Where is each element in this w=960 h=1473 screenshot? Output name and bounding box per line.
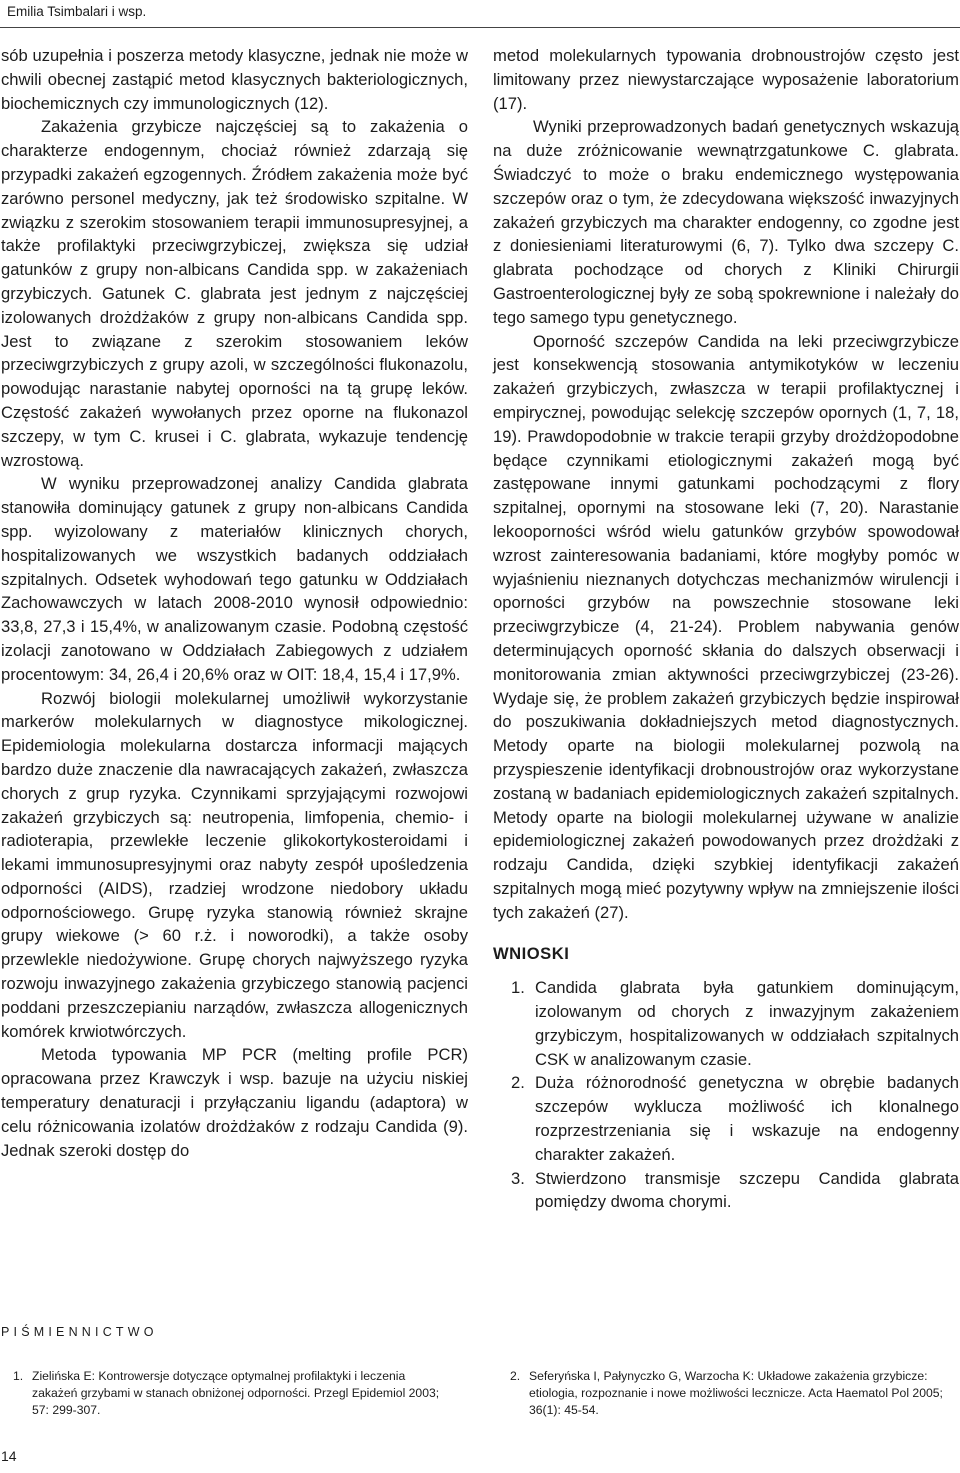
reference-number: 1. — [13, 1369, 24, 1383]
left-paragraph-3: W wyniku przeprowadzonej analizy Candida glabrata stanowiła dominujący gatunek z grupy non-albicans Candida spp. wyizolowany z materiałów klinicznych chorych, hospitalizowanych we wszystkich badanych oddziałach szpitalnych. Odsetek wyhodowań tego gatunku w Oddziałach Zachowawczych w latach 2008-2010 wynosił odpowiednio: 33,8, 27,3 i 15,4%, w analizowanym czasie. Podobną częstość izolacji zanotowano w Oddziałach Zabiegowych z udziałem procentowym: 34, 26,4 i 20,6% oraz w OIT: 18,4, 15,4 i 17,9%. — [1, 474, 468, 684]
conclusion-number: 3. — [511, 1168, 525, 1188]
left-paragraph-5: Metoda typowania MP PCR (melting profile PCR) opracowana przez Krawczyk i wsp. bazuje na użyciu niskiej temperatury denaturacji i przyłączaniu ligandu (adaptora) w celu różnicowania izolatów drożdżaków z rodzaju Candida (9). Jednak szeroki dostęp do — [1, 1045, 468, 1160]
conclusion-item — [493, 976, 959, 1071]
conclusion-item — [493, 1167, 959, 1215]
reference-text: Zielińska E: Kontrowersje dotyczące optymalnej profilaktyki i leczenia zakażeń grzybami w stanach obniżonej odporności. Przegl Epidemiol 2003; 57: 299-307. — [32, 1369, 440, 1417]
right-paragraph-1: metod molekularnych typowania drobnoustrojów często jest limitowany przez niewystarczające wyposażenie laboratorium (17). — [493, 46, 959, 113]
header-author: Emilia Tsimbalari i wsp. — [7, 4, 147, 19]
conclusion-text: Duża różnorodność genetyczna w obrębie badanych szczepów wyklucza możliwość ich klonalnego rozprzestrzeniania się i wskazuje na endogenny charakter zakażeń. — [535, 1073, 959, 1164]
right-paragraph-3: Oporność szczepów Candida na leki przeciwgrzybicze jest konsekwencją stosowania antymikotyków w leczeniu zakażeń grzybiczych, zwłaszcza w terapii profilaktycznej i empirycznej, powodując selekcję szczepów opornych (1, 7, 18, 19). Prawdopodobnie w trakcie terapii grzyby drożdżopodobne będące czynnikami etiologicznymi zakażeń mogą być zastępowane innymi gatunkami pochodzącymi z flory szpitalnej, opornymi na stosowane leki (7, 20). Narastanie lekooporności wśród wielu gatunków grzybów spowodował wzrost zainteresowania badaniami, które mogłyby pomóc w wyjaśnieniu nieznanych dotychczas mechanizmów wirulencji i oporności grzybów na powszechnie stosowane leki przeciwgrzybicze (4, 21-24). Problem nabywania genów determinujących oporność skłania do dalszych obserwacji i monitorowania zmian aktywności przeciwgrzybiczej (23-26). Wydaje się, że problem zakażeń grzybiczych będzie inspirował do poszukiwania dokładniejszych metod diagnostycznych. Metody oparte na biologii molekularnej pozwolą na przyspieszenie identyfikacji drobnoustrojów oraz wykorzystane zostaną w badaniach epidemiologicznych zakażeń szpitalnych. Metody oparte na biologii molekularnej używane w analizie epidemiologicznej zakażeń powodowanych przez drożdżaki z rodzaju Candida, dzięki szybkiej identyfikacji zakażeń szpitalnych mogą mieć pozytywny wpływ na zmniejszenie ilości tych zakażeń (27). — [493, 331, 959, 922]
left-paragraph-4: Rozwój biologii molekularnej umożliwił wykorzystanie markerów molekularnych w diagnostyce mikologicznej. Epidemiologia molekularna dostarcza informacji mających bardzo duże znaczenie dla nawracających zakażeń, zwłaszcza chorych z grup ryzyka. Czynnikami sprzyjającymi rozwojowi zakażeń grzybiczych są: neutropenia, limfopenia, chemio- i radioterapia, przewlekłe leczenie glikokortykosteroidami i lekami immunosupresyjnymi oraz nabyty zespół upośledzenia odporności (AIDS), rzadziej wrodzone niedobory układu odpornościowego. Grupę ryzyka stanowią również skrajne grupy wiekowe (> 60 r.ż. i noworodki), a także osoby przewlekle niedożywione. Grupę chorych najwyższego ryzyka rozwoju inwazyjnego zakażenia grzybiczego stanowią pacjenci poddani przeszczepianiu narządów, zwłaszcza allogenicznych komórek krwiotwórczych. — [1, 688, 468, 1041]
conclusions-heading: WNIOSKI — [493, 944, 570, 964]
reference-item — [13, 1368, 453, 1419]
conclusion-text: Stwierdzono transmisje szczepu Candida glabrata pomiędzy dwoma chorymi. — [535, 1168, 959, 1212]
page-number: 14 — [1, 1448, 17, 1464]
conclusion-number: 2. — [511, 1073, 525, 1093]
conclusions-list — [493, 976, 959, 1214]
right-column — [493, 44, 959, 1214]
left-column — [1, 44, 468, 1162]
references-heading: PIŚMIENNICTWO — [1, 1325, 158, 1339]
left-paragraph-1: sób uzupełnia i poszerza metody klasyczne, jednak nie może w chwili obecnej zastąpić metod klasycznych bakteriologicznych, biochemicznych czy immunologicznych (12). — [1, 46, 468, 113]
right-paragraph-2: Wyniki przeprowadzonych badań genetycznych wskazują na duże zróżnicowanie wewnątrzgatunkowe C. glabrata. Świadczyć to może o braku endemicznego występowania szczepów oraz o tym, że zdecydowana większość inwazyjnych zakażeń grzybiczych ma charakter endogenny, co zgodne jest z doniesieniami literaturowymi (6, 7). Tylko dwa szczepy C. glabrata pochodzące od chorych z Kliniki Chirurgii Gastroenterologicznej były ze sobą spokrewnione i należały do tego samego typu genetycznego. — [493, 117, 959, 327]
reference-number: 2. — [510, 1369, 521, 1383]
running-header — [0, 0, 960, 28]
reference-text: Seferyńska I, Pałynyczko G, Warzocha K: Układowe zakażenia grzybicze: etiologia, rozpoznanie i nowe możliwości lecznicze. Acta Haematol Pol 2005; 36(1): 45-54. — [529, 1369, 943, 1417]
conclusion-number: 1. — [511, 978, 525, 998]
left-paragraph-2: Zakażenia grzybicze najczęściej są to zakażenia o charakterze endogennym, chociaż również zdarzają się przypadki zakażeń egzogennych. Źródłem zakażenia może być zarówno personel medyczny, jak też środowisko szpitalne. W związku z szerokim stosowaniem terapii immunosupresyjnej, a także profilaktyki przeciwgrzybiczej, zwiększa się udział gatunków z grupy non-albicans Candida spp. w zakażeniach grzybiczych. Gatunek C. glabrata jest jednym z najczęściej izolowanych drożdżaków z grupy non-albicans Candida spp. Jest to związane z szerokim stosowaniem leków przeciwgrzybiczych z grupy azoli, w szczególności flukonazolu, powodując narastanie nabytej oporności na tą grupę leków. Częstość zakażeń wywołanych przez oporne na flukonazol szczepy, w tym C. krusei i C. glabrata, wykazuje tendencję wzrostową. — [1, 117, 468, 470]
conclusion-item — [493, 1071, 959, 1166]
reference-item — [510, 1368, 958, 1419]
conclusion-text: Candida glabrata była gatunkiem dominującym, izolowanym od chorych z inwazyjnym zakażeniem grzybiczym, hospitalizowanych w oddziałach szpitalnych CSK w analizowanym czasie. — [535, 978, 959, 1069]
